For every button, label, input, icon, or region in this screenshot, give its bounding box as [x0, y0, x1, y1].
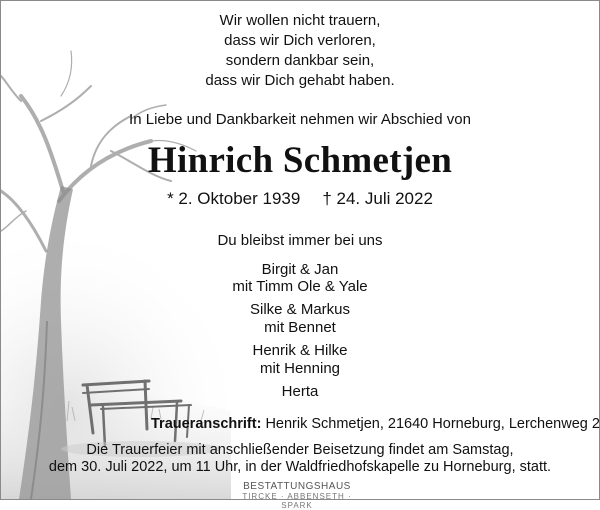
service-line: dem 30. Juli 2022, um 11 Uhr, in der Waldfriedhofskapelle zu Horneburg, statt.	[48, 459, 552, 475]
service-line: Die Trauerfeier mit anschließender Beisetzung findet am Samstag,	[86, 442, 514, 458]
mourner-line: Birgit & Jan	[261, 261, 339, 278]
verse-line: dass wir Dich verloren,	[224, 32, 376, 49]
mourner-line: mit Timm Ole & Yale	[232, 278, 368, 295]
deceased-name: Hinrich Schmetjen	[147, 140, 453, 181]
funeral-home-logo	[227, 481, 367, 510]
funeral-home-name: BESTATTUNGSHAUS	[243, 481, 351, 492]
address-text: Henrik Schmetjen, 21640 Horneburg, Lerchenweg 2	[265, 416, 600, 432]
birth-date: * 2. Oktober 1939	[167, 189, 301, 208]
address-label: Traueranschrift:	[151, 416, 262, 432]
life-dates	[1, 189, 599, 209]
verse-line: Wir wollen nicht trauern,	[219, 12, 381, 29]
mourner-line: Herta	[281, 383, 319, 400]
verse-line: sondern dankbar sein,	[225, 52, 375, 69]
mourning-address	[151, 416, 600, 432]
death-date: † 24. Juli 2022	[322, 189, 433, 208]
funeral-home-owners: TIRCKE · ABBENSETH · SPARK	[242, 492, 352, 510]
closing-line: Du bleibst immer bei uns	[217, 232, 383, 249]
verse-line: dass wir Dich gehabt haben.	[205, 72, 395, 89]
mourner-line: mit Bennet	[264, 319, 336, 336]
intro-line: In Liebe und Dankbarkeit nehmen wir Abschied von	[129, 111, 471, 128]
mourner-line: Silke & Markus	[249, 301, 351, 318]
mourner-line: mit Henning	[259, 360, 341, 377]
mourner-line: Henrik & Hilke	[252, 342, 348, 359]
